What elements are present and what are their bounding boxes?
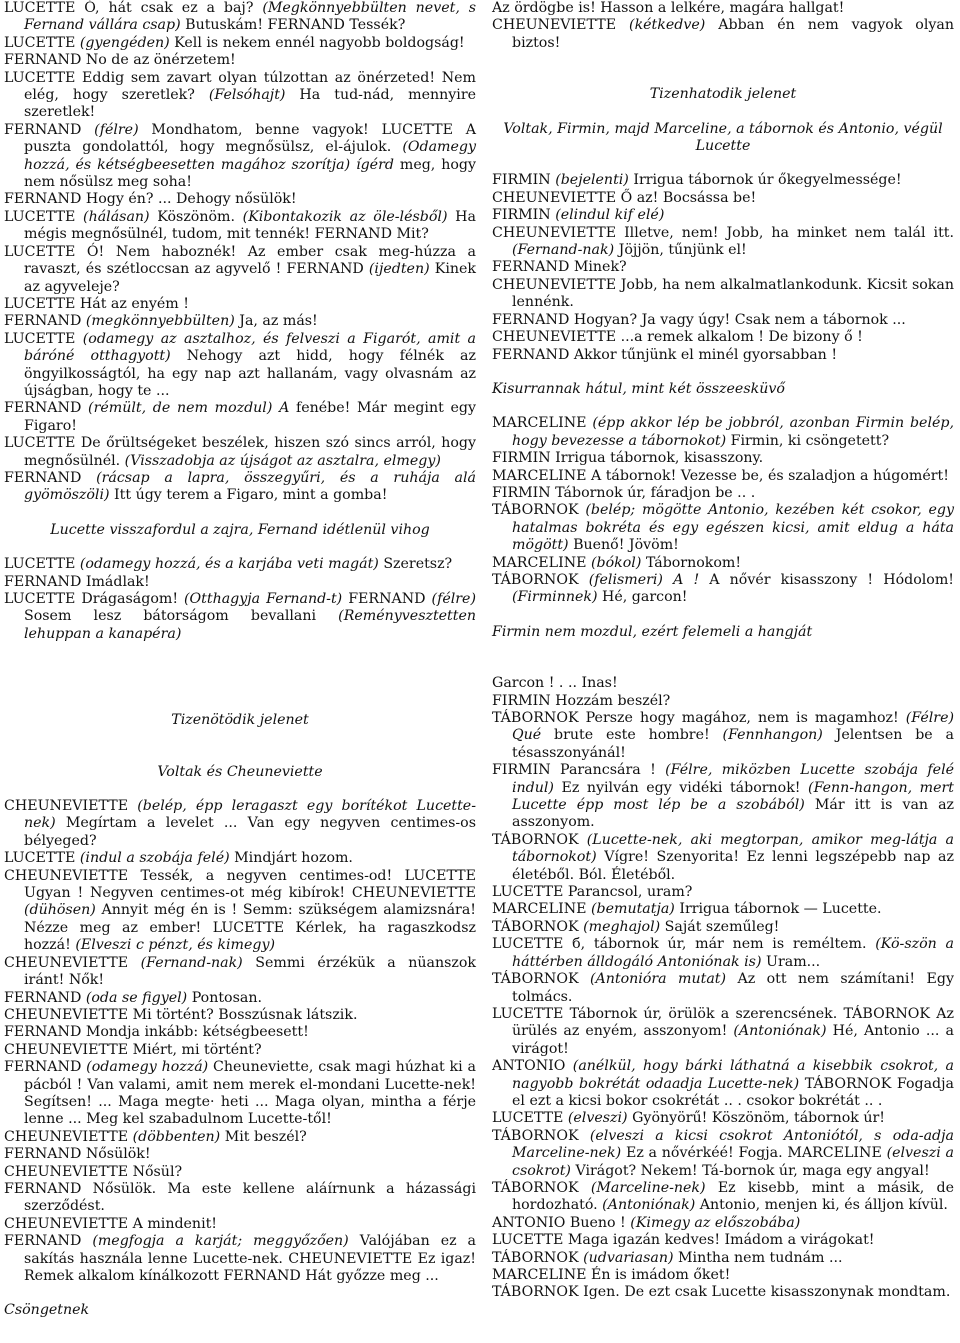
spoken-text: Ha mégis megnősülnél, tudom, mit tennék! FERNAND Mit?: [24, 208, 476, 243]
spoken-text: FERNAND Nősülök!: [4, 1146, 151, 1163]
dialogue-line: [492, 190, 954, 207]
spoken-text: TÁBORNOK: [492, 1249, 584, 1266]
spoken-text: Pontosan.: [187, 989, 262, 1006]
stage-direction: (Firminnek): [512, 589, 598, 606]
stage-direction: (odamegy hozzá): [86, 1059, 209, 1076]
dialogue-line: [4, 1007, 476, 1024]
spoken-text: LUCETTE: [4, 556, 80, 573]
stage-direction: (meghajol): [583, 918, 661, 935]
spacer: [4, 1285, 476, 1302]
spoken-text: MARCELINE: [492, 415, 593, 432]
stage-direction: (elveszi a csokrot): [512, 1145, 954, 1179]
dialogue-line: [492, 1058, 954, 1110]
dialogue-line: [492, 312, 954, 329]
spoken-text: Vígre! Szenyorita! Ez lenni legszépebb nap az életéből. Ból. Életéből.: [512, 849, 954, 883]
spoken-text: CHEUNEVIETTE Miért, mi történt?: [4, 1041, 262, 1058]
spoken-text: Saját szeműleg!: [660, 918, 780, 935]
dialogue-line: [4, 1059, 476, 1129]
spoken-text: Ez nyilván egy vidéki tábornok!: [553, 779, 809, 796]
dialogue-line: [4, 122, 476, 192]
spoken-text: CHEUNEVIETTE Ő az! Bocsássa be!: [492, 189, 757, 206]
spoken-text: Mintha nem tudnám ...: [673, 1249, 843, 1266]
spacer: [492, 607, 954, 624]
spoken-text: Kell is nekem ennél nagyobb boldogság!: [169, 34, 465, 51]
stage-direction: Kisurrannak hátul, mint két összeesküvő: [492, 380, 785, 397]
spoken-text: Ja, az más!: [234, 313, 318, 330]
spoken-text: Semmi érzékük a nüanszok iránt! Nők!: [24, 954, 476, 989]
spacer: [492, 364, 954, 381]
stage-direction: (Kibontakozik az öle-lésből): [242, 208, 448, 225]
spoken-text: Hé, garcon!: [597, 589, 688, 606]
dialogue-line: [492, 971, 954, 1006]
spoken-text: Kinek az agyveleje?: [24, 261, 477, 295]
spoken-text: CHEUNEVIETTE: [4, 1128, 133, 1145]
dialogue-line: [492, 502, 954, 554]
dialogue-line: [492, 172, 954, 189]
spoken-text: FERNAND: [4, 121, 95, 138]
spoken-text: Abban én nem vagyok olyan biztos!: [512, 17, 954, 51]
spacer: [4, 730, 476, 764]
dialogue-line: [492, 901, 954, 918]
stage-direction: (Felsóhajt): [208, 87, 286, 104]
spoken-text: CHEUNEVIETTE Jobb, ha nem alkalmatlankodunk. Kicsit sokan lennénk.: [492, 276, 954, 311]
stage-direction: (épp akkor lép be jobbról, azonban Firmin belép, hogy bevezesse a tábornokot): [512, 415, 954, 449]
spoken-text: TÁBORNOK: [492, 1179, 591, 1196]
dialogue-line: [492, 468, 954, 485]
scene-heading: [492, 86, 954, 103]
spoken-text: FIRMIN: [492, 207, 556, 224]
dialogue-line: [492, 277, 954, 312]
spoken-text: Ha tud-nád, mennyire szeretlek!: [24, 87, 476, 121]
dialogue-line: [4, 70, 476, 122]
spoken-text: FIRMIN Hozzám beszél?: [492, 692, 671, 709]
stage-direction: (dühösen): [24, 902, 96, 919]
dialogue-line: [4, 209, 476, 244]
dialogue-line: [492, 1128, 954, 1180]
stage-direction: (kétkedve): [629, 17, 706, 34]
spoken-text: FERNAND: [4, 400, 89, 417]
spoken-text: FERNAND: [4, 1233, 93, 1250]
spoken-text: Annyit még én is ! Semm: szükségem alamizsnára! Nézze meg az ember! LUCETTE Kérlek, ha ragaszkodsz hozzá!: [24, 902, 476, 954]
spoken-text: Mindjárt hozom.: [229, 850, 353, 867]
dialogue-line: [492, 415, 954, 450]
spoken-text: Uram...: [761, 953, 821, 970]
stage-direction: (odamegy hozzá, és a karjába veti magát): [79, 556, 379, 573]
dialogue-line: [492, 1180, 954, 1215]
spoken-text: Hé, Antonio ... a virágot!: [512, 1023, 954, 1057]
dialogue-line: [4, 331, 476, 401]
spoken-text: TÁBORNOK: [492, 918, 584, 935]
dialogue-line: [492, 572, 954, 607]
spoken-text: Ez a nővérkéé! Fogja. MARCELINE: [621, 1145, 887, 1162]
right-column: [492, 0, 954, 1302]
spoken-text: Virágot? Nekem! Tá-bornok úr, maga egy angyal!: [570, 1162, 930, 1179]
spoken-text: Firmin, ki csöngetett?: [726, 432, 890, 449]
stage-direction: (Reményvesztetten lehuppan a kanapéra): [24, 608, 476, 642]
stage-direction: (bejelenti): [555, 172, 629, 189]
stage-direction: (döbbenten): [132, 1128, 221, 1145]
spoken-text: FERNAND: [4, 469, 97, 486]
spacer: [4, 781, 476, 798]
spoken-text: meg, hogy nem nősülsz meg soha!: [24, 156, 476, 191]
spoken-text: FERNAND Hogy én? ... Dehogy nősülök!: [4, 191, 297, 208]
spoken-text: LUCETTE Maga igazán kedves! Imádom a virágokat!: [492, 1232, 875, 1249]
spoken-text: fenébe! Már megint egy Figaro!: [24, 400, 476, 434]
spoken-text: Cheuneviette, csak magi húzhat ki a pácból ! Van valami, amit nem merek el-mondani Lucette-nek! Segítsen! ... Maga megte· heti ... Maga olyan, mintha a férje lenne ... Meg kel szabadulnom Lucette-től!: [24, 1059, 476, 1128]
dialogue-line: [492, 1250, 954, 1267]
stage-direction: (bókol): [590, 554, 642, 571]
dialogue-line: [492, 207, 954, 224]
dialogue-line: [4, 244, 476, 296]
stage-direction: (elveszi): [567, 1110, 628, 1127]
stage-direction: (Fernand-nak): [512, 242, 615, 259]
spacer: [492, 52, 954, 86]
spoken-text: Itt úgy terem a Figaro, mint a gomba!: [109, 487, 388, 504]
stage-direction: (belép; mögötte Antonio, kezében két csokor, egy hatalmas bokréta és egy egészen kicsi, amit eldug a háta mögött): [512, 502, 954, 554]
stage-direction: (bemutatja): [590, 901, 675, 918]
dialogue-line: [4, 1146, 476, 1163]
stage-direction: (megfogja a karját; meggyőzően): [92, 1233, 349, 1250]
spoken-text: LUCETTE: [4, 850, 80, 867]
dialogue-line: [492, 710, 954, 762]
dialogue-line: [4, 850, 476, 867]
spoken-text: TÁBORNOK Persze hogy magához, nem is magamhoz!: [492, 710, 906, 726]
spoken-text: Valójában ez a sakítás használa lenne Lucette-nek. CHEUNEVIETTE Ez igaz! Remek alkalom kínálkozott FERNAND Hát győzze meg ...: [24, 1233, 477, 1284]
spoken-text: TÁBORNOK Fogadja el ezt a kicsi bokor csokrétát .. . csokor bokrétát .. .: [512, 1075, 954, 1109]
spoken-text: FERNAND Nősülök. Ma este kellene aláírnunk a házassági szerződést.: [4, 1180, 476, 1215]
spoken-text: FERNAND: [4, 1059, 87, 1076]
scene-heading: [4, 522, 476, 539]
spoken-text: LUCETTE Ó! Nem haboznék! Az ember csak meg-húzza a ravaszt, és szétloccsan az agyvelő ! FERNAND: [4, 243, 476, 278]
stage-direction: (rémült, de nem mozdul) A: [88, 400, 290, 417]
dialogue-line: [4, 1042, 476, 1059]
stage-direction: (rácsap a lapra, összegyűri, és a ruhája alá gyömöszöli): [24, 469, 476, 504]
spoken-text: LUCETTE De őrültségeket beszélek, hiszen szó sincs arról, hogy megnősülnél.: [4, 435, 476, 469]
spoken-text: Jelentsen be a tésasszonyánál!: [512, 727, 954, 761]
dialogue-line: [492, 675, 954, 692]
spacer: [492, 104, 954, 121]
dialogue-line: [4, 470, 476, 505]
dialogue-line: [492, 485, 954, 502]
spoken-text: FIRMIN: [492, 172, 556, 189]
stage-direction: (oda se figyel): [85, 989, 188, 1006]
stage-direction: (hálásan): [83, 208, 150, 225]
scene-heading: [4, 712, 476, 729]
dialogue-line: [492, 1284, 954, 1301]
spoken-text: CHEUNEVIETTE ...a remek alkalom ! De bizony ő !: [492, 329, 863, 346]
stage-direction: (Odamegy hozzá, és kétségbeesetten magához szorítja) ígérd: [24, 139, 476, 173]
dialogue-line: [4, 591, 476, 643]
spoken-text: Gyönyörű! Köszönöm, tábornok úr!: [627, 1110, 885, 1127]
spoken-text: Köszönöm.: [149, 208, 243, 225]
spoken-text: Megírtam a levelet ... Van egy negyven centimes-os bélyeged?: [24, 815, 476, 849]
stage-direction: (Kö-szön a háttérben álldogáló Antoniónak is): [512, 936, 954, 970]
spoken-text: FERNAND: [4, 313, 86, 330]
dialogue-line: [4, 1024, 476, 1041]
dialogue-line: [492, 381, 954, 398]
dialogue-line: [4, 313, 476, 330]
stage-direction: (Marceline-nek): [590, 1179, 706, 1196]
spoken-text: Sosem lesz bátorságom bevallani: [24, 608, 339, 625]
dialogue-line: [492, 1110, 954, 1127]
stage-direction: (ijedten): [368, 261, 430, 278]
spoken-text: LUCETTE: [492, 1110, 568, 1127]
dialogue-line: [4, 1164, 476, 1181]
spoken-text: FERNAND Minek?: [492, 259, 627, 276]
dialogue-line: [4, 574, 476, 591]
stage-direction: (Kimegy az előszobába): [630, 1214, 801, 1231]
stage-direction: (belép, épp leragaszt egy borítékot Lucette-nek): [24, 798, 477, 832]
dialogue-line: [492, 225, 954, 260]
spoken-text: Mondhatom, benne vagyok! LUCETTE A puszta gondolattól, hogy megnősülsz, el-ájulok.: [24, 121, 477, 156]
stage-direction: (indul a szobája felé): [79, 850, 230, 867]
spoken-text: TÁBORNOK Igen. De ezt csak Lucette kisasszonynak mondtam.: [492, 1284, 951, 1301]
spoken-text: Butuskám! FERNAND Tessék?: [180, 17, 406, 34]
spoken-text: CHEUNEVIETTE Mi történt? Bosszúsnak látszik.: [4, 1006, 358, 1023]
spoken-text: Buenő! Jövöm!: [568, 537, 679, 554]
spoken-text: LUCETTE: [4, 330, 83, 347]
dialogue-line: [492, 919, 954, 936]
spoken-text: Nehogy azt hidd, hogy félnék az öngyilkosságtól, ha egy nap azt hallanám, vagy olvasnám az újságban, hogy te ...: [24, 348, 476, 399]
dialogue-line: [4, 1181, 476, 1216]
spacer: [4, 539, 476, 556]
spoken-text: FIRMIN Irrigua tábornok, kisasszony.: [492, 450, 764, 467]
spoken-text: LUCETTE Tábornok úr, örülök a szerencsének. TÁBORNOK Az ürülés az enyém, asszonyom!: [492, 1005, 954, 1040]
dialogue-line: [492, 1006, 954, 1058]
spoken-text: LUCETTE: [4, 34, 80, 51]
stage-direction: Voltak és Cheuneviette: [157, 763, 323, 780]
stage-direction: Lucette visszafordul a zajra, Fernand idétlenül vihog: [50, 521, 430, 538]
spoken-text: FERNAND Mondja inkább: kétségbeesett!: [4, 1024, 309, 1041]
dialogue-line: [4, 52, 476, 69]
dialogue-line: [492, 1232, 954, 1249]
dialogue-line: [4, 1302, 476, 1319]
spoken-text: MARCELINE Én is imádom őket!: [492, 1267, 731, 1283]
dialogue-line: [492, 832, 954, 884]
stage-direction: (Fenn-hangon, mert Lucette épp most lép be a szobából): [512, 779, 954, 814]
dialogue-line: [492, 259, 954, 276]
dialogue-line: [4, 798, 476, 850]
spoken-text: FIRMIN Tábornok úr, fáradjon be .. .: [492, 484, 756, 501]
spoken-text: Jöjjön, tűnjünk el!: [614, 242, 747, 259]
spoken-text: Szeretsz?: [378, 556, 453, 573]
spoken-text: Mit beszél?: [220, 1128, 307, 1145]
spoken-text: FERNAND Hogyan? Ja vagy úgy! Csak nem a tábornok ...: [492, 311, 906, 328]
dialogue-line: [4, 400, 476, 435]
dialogue-line: [492, 1215, 954, 1232]
spoken-text: Garcon ! . .. Inas!: [492, 675, 618, 692]
spoken-text: LUCETTE Hát az enyém !: [4, 295, 189, 312]
stage-direction: (Antoniónak): [602, 1197, 696, 1214]
spoken-text: CHEUNEVIETTE Nősül?: [4, 1163, 183, 1180]
spoken-text: brute este hombre!: [541, 727, 723, 744]
stage-direction: (elveszi a kicsi csokrot Antoniótól, s oda-adja Marceline-nek): [512, 1127, 954, 1162]
dialogue-line: [4, 955, 476, 990]
stage-direction: (félre): [431, 591, 476, 607]
spacer: [492, 641, 954, 675]
spoken-text: ANTONIO: [492, 1058, 573, 1075]
spoken-text: Irrigua tábornok úr őkegyelmessége!: [628, 172, 902, 189]
stage-direction: (Lucette-nek, aki megtorpan, amikor meg-látja a tábornokot): [512, 831, 954, 866]
stage-direction: (elindul kif elé): [555, 207, 665, 224]
spoken-text: Az ott nem számítani! Egy tolmács.: [512, 971, 954, 1005]
spoken-text: CHEUNEVIETTE Tessék, a negyven centimes-od! LUCETTE Ugyan ! Negyven centimes-ot még kibírok! CHEUNEVIETTE: [4, 867, 476, 902]
stage-direction: (megkönnyebbülten): [85, 313, 235, 330]
stage-direction: Voltak, Firmin, majd Marceline, a tábornok és Antonio, végül Lucette: [503, 120, 943, 155]
spoken-text: LUCETTE Ó, hát csak ez a baj?: [4, 0, 263, 16]
dialogue-line: [4, 0, 476, 35]
spoken-text: TÁBORNOK: [492, 971, 590, 988]
dialogue-line: [4, 1233, 476, 1285]
spacer: [492, 155, 954, 172]
stage-direction: (Fennhangon): [722, 727, 823, 744]
dialogue-line: [4, 1129, 476, 1146]
spoken-text: Ez kisebb, mint a másik, de hordozható.: [512, 1179, 955, 1214]
spoken-text: LUCETTE Eddig sem zavart olyan túlzottan az önérzeted! Nem elég, hogy szeretlek?: [4, 69, 476, 104]
dialogue-line: [4, 868, 476, 955]
spacer: [4, 505, 476, 522]
scene-heading: [4, 764, 476, 781]
stage-direction: (odamegy az asztalhoz, és felveszi a Figarót, amit a báróné otthagyott): [24, 330, 476, 365]
spoken-text: TÁBORNOK: [492, 502, 586, 519]
spoken-text: LUCETTE: [4, 208, 84, 225]
dialogue-line: [492, 1267, 954, 1284]
stage-direction: Firmin nem mozdul, ezért felemeli a hangját: [492, 623, 813, 640]
stage-direction: (Félre, miközben Lucette szobája felé indul): [512, 762, 955, 796]
spoken-text: Az ördögbe is! Hasson a lelkére, magára hallgat!: [492, 0, 845, 16]
spoken-text: MARCELINE: [492, 554, 591, 571]
dialogue-line: [492, 884, 954, 901]
spoken-text: CHEUNEVIETTE: [4, 798, 138, 815]
spoken-text: Antonio, menjen ki, és álljon kívül.: [695, 1197, 948, 1214]
dialogue-line: [4, 296, 476, 313]
spoken-text: MARCELINE: [492, 901, 591, 918]
stage-direction: (Otthagyja Fernand-t): [184, 591, 343, 607]
stage-direction: (udvariasan): [583, 1249, 674, 1266]
dialogue-line: [492, 0, 954, 17]
dialogue-line: [492, 450, 954, 467]
spoken-text: FERNAND Akkor tűnjünk el minél gyorsabban !: [492, 346, 838, 363]
spoken-text: Tábornokom!: [641, 554, 742, 571]
dialogue-line: [492, 936, 954, 971]
dialogue-line: [492, 329, 954, 346]
dialogue-line: [492, 693, 954, 710]
spoken-text: FERNAND: [4, 989, 86, 1006]
scene-heading: [492, 121, 954, 156]
stage-direction: (Megkönnyebbülten nevet, s Fernand vállára csap): [24, 0, 476, 34]
spoken-text: Irrigua tábornok — Lucette.: [674, 901, 882, 918]
stage-direction: Tizenötödik jelenet: [171, 712, 309, 729]
dialogue-line: [492, 762, 954, 832]
stage-direction: (Visszadobja az újságot az asztalra, elmegy): [124, 452, 441, 469]
stage-direction: (Elveszi c pénzt, és kimegy): [75, 937, 276, 954]
spoken-text: CHEUNEVIETTE A mindenit!: [4, 1215, 218, 1232]
spoken-text: TÁBORNOK: [492, 831, 587, 848]
left-column: [4, 0, 476, 1320]
spoken-text: LUCETTE б, tábornok úr, már nem is reméltem.: [492, 936, 876, 953]
dialogue-line: [492, 624, 954, 641]
spacer: [4, 695, 476, 712]
stage-direction: Csöngetnek: [4, 1302, 90, 1319]
dialogue-line: [4, 35, 476, 52]
stage-direction: (felismeri) A !: [588, 571, 700, 588]
stage-direction: (félre): [94, 121, 139, 138]
spacer: [492, 398, 954, 415]
dialogue-line: [4, 556, 476, 573]
stage-direction: Tizenhatodik jelenet: [649, 86, 797, 103]
dialogue-line: [4, 435, 476, 470]
spoken-text: Már itt is van az asszonyom.: [512, 797, 955, 831]
stage-direction: (gyengéden): [79, 34, 170, 51]
dialogue-line: [492, 17, 954, 52]
spoken-text: A nővér kisasszony ! Hódolom!: [699, 571, 955, 588]
spoken-text: FERNAND: [342, 591, 432, 607]
spoken-text: LUCETTE Drágaságom!: [4, 591, 185, 607]
stage-direction: (anélkül, hogy bárki láthatná a kisebbik csokrot, a nagyobb bokrétát odaadja Lucette-nek): [512, 1058, 954, 1092]
spoken-text: FERNAND Imádlak!: [4, 573, 150, 590]
spoken-text: FERNAND No de az önérzetem!: [4, 52, 236, 69]
spoken-text: LUCETTE Parancsol, uram?: [492, 884, 693, 901]
spoken-text: CHEUNEVIETTE: [4, 954, 141, 971]
spoken-text: CHEUNEVIETTE: [492, 17, 630, 34]
stage-direction: (Antoniónak): [733, 1023, 827, 1040]
stage-direction: (Félre) Qué: [512, 710, 954, 744]
spoken-text: CHEUNEVIETTE Illetve, nem! Jobb, ha minket nem talál itt.: [492, 224, 954, 241]
spoken-text: TÁBORNOK: [492, 1127, 590, 1144]
spoken-text: FIRMIN Parancsára !: [492, 762, 666, 779]
spoken-text: TÁBORNOK: [492, 571, 589, 588]
spacer: [4, 643, 476, 695]
dialogue-line: [492, 347, 954, 364]
stage-direction: (Fernand-nak): [140, 954, 243, 971]
dialogue-line: [4, 990, 476, 1007]
dialogue-line: [4, 1216, 476, 1233]
dialogue-line: [4, 191, 476, 208]
dialogue-line: [492, 555, 954, 572]
spoken-text: ANTONIO Bueno !: [492, 1214, 631, 1231]
stage-direction: (Antonióra mutat): [590, 971, 727, 988]
spoken-text: MARCELINE A tábornok! Vezesse be, és szaladjon a húgomért!: [492, 467, 949, 484]
